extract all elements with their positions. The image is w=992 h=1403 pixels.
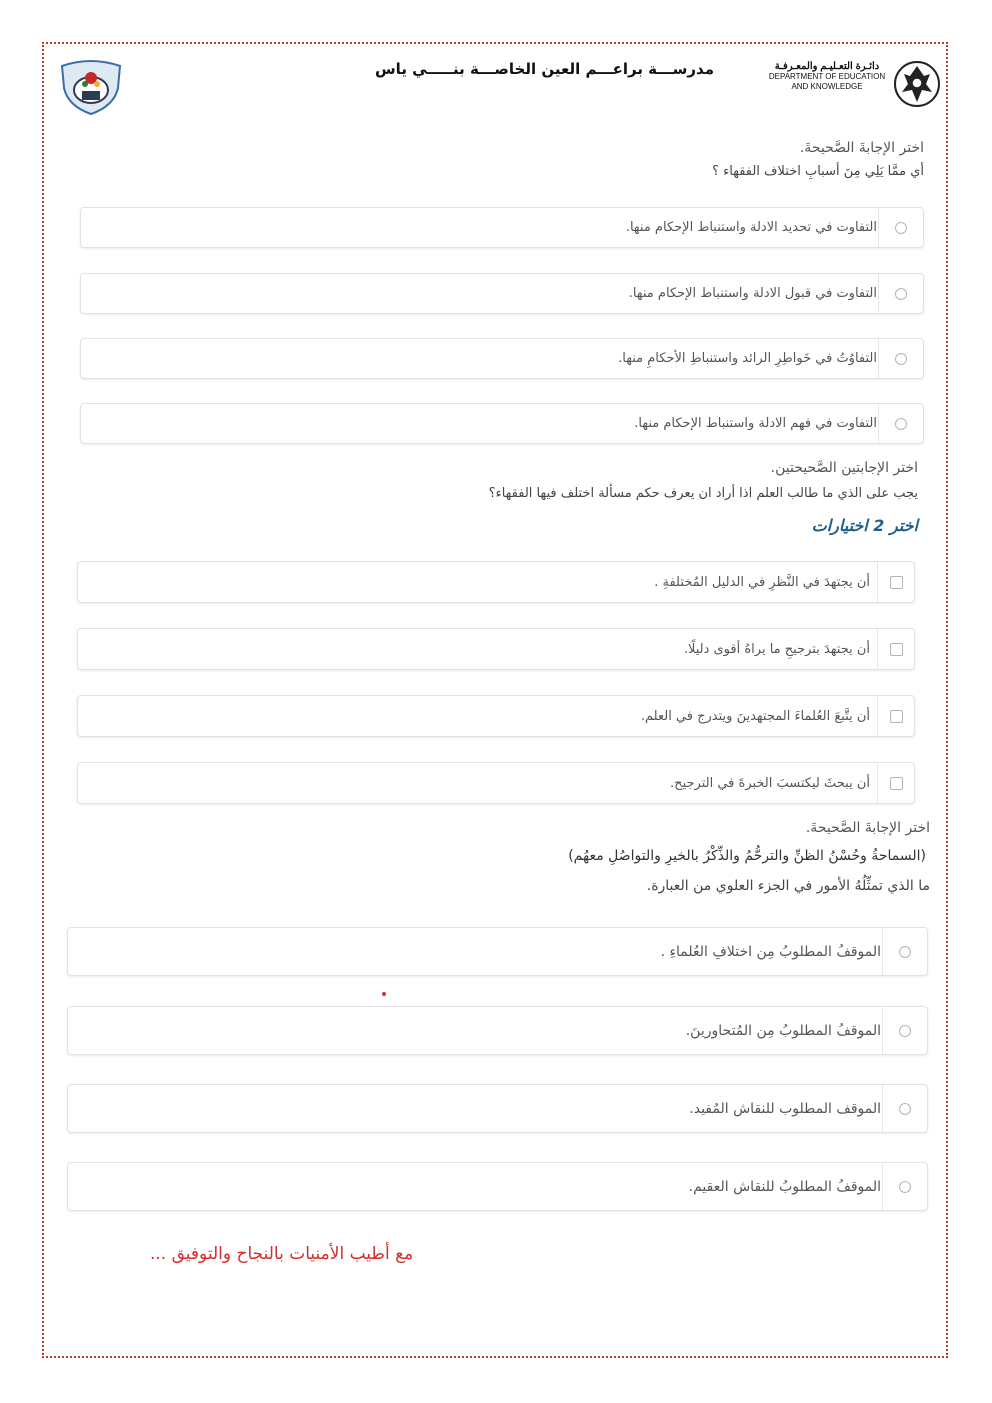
option-label: أن يبحثَ ليكتسبَ الخبرةَ في الترجيح. bbox=[670, 775, 870, 791]
q2-option-2[interactable] bbox=[77, 628, 915, 670]
option-label: أن يجتهدَ بترجيحِ ما يراهُ أقوى دليلًا. bbox=[683, 641, 870, 657]
q1-prompt: أي ممَّا يَلِي مِنَ أسبابِ اختلاف الفقهاء ؟ bbox=[712, 164, 924, 179]
option-label: الموقفُ المطلوبُ مِن المُتحاورينَ. bbox=[685, 1022, 881, 1039]
q1-instruction: اختر الإجابةَ الصَّحيحةَ. bbox=[799, 140, 924, 156]
radio-button[interactable] bbox=[895, 288, 907, 300]
dept-name-en-2: AND KNOWLEDGE bbox=[791, 82, 863, 91]
option-label: أن يجتهدَ في النَّظرِ في الدليل المُختلفةِ . bbox=[654, 574, 870, 590]
closing-message: مع أطيب الأمنيات بالنجاح والتوفيق ... bbox=[150, 1244, 414, 1264]
q3-quote: (السماحةُ وحُسْنُ الظنِّ والترحُّمُ والذِّكْرُ بالخيرِ والتواصُلِ معهُم) bbox=[568, 848, 926, 864]
q2-prompt: يجب على الذي ما طالب العلم اذا أراد ان يعرف حكم مسألة اختلف فيها الفقهاء؟ bbox=[488, 486, 918, 501]
q2-instruction: اختر الإجابتين الصَّحيحتين. bbox=[770, 460, 918, 476]
q3-option-3[interactable] bbox=[67, 1084, 928, 1133]
radio-button[interactable] bbox=[895, 222, 907, 234]
q3-option-1[interactable] bbox=[67, 927, 928, 976]
radio-button[interactable] bbox=[899, 1103, 911, 1115]
option-label: الموقف المطلوب للنقاش المُفيد. bbox=[689, 1100, 881, 1117]
option-label: التفاوُتُ في خَواطِرِ الرائد واستنباطِ الأحكامِ منها. bbox=[618, 351, 877, 366]
school-name: مدرســـة براعـــم العين الخاصـــة بنـــــي ياس bbox=[374, 60, 714, 78]
q1-option-4[interactable] bbox=[80, 403, 924, 444]
q1-option-1[interactable] bbox=[80, 207, 924, 248]
q2-option-3[interactable] bbox=[77, 695, 915, 737]
radio-button[interactable] bbox=[899, 1181, 911, 1193]
checkbox[interactable] bbox=[890, 710, 903, 723]
radio-button[interactable] bbox=[899, 1025, 911, 1037]
q3-option-4[interactable] bbox=[67, 1162, 928, 1211]
dept-emblem-icon bbox=[890, 56, 944, 112]
checkbox[interactable] bbox=[890, 777, 903, 790]
option-label: أن يتَّبعَ العُلماءَ المجتهدينَ ويتدرج في العلم. bbox=[640, 708, 870, 724]
option-label: التفاوت في قبول الادلة واستنباط الإحكام منها. bbox=[628, 286, 877, 301]
radio-button[interactable] bbox=[899, 946, 911, 958]
radio-button[interactable] bbox=[895, 418, 907, 430]
checkbox[interactable] bbox=[890, 643, 903, 656]
option-label: الموقفُ المطلوبُ مِن اختلافِ العُلماءِ . bbox=[660, 943, 881, 960]
q1-option-2[interactable] bbox=[80, 273, 924, 314]
q3-instruction: اختر الإجابةَ الصَّحيحةَ. bbox=[805, 820, 930, 836]
q2-option-4[interactable] bbox=[77, 762, 915, 804]
option-label: الموقفُ المطلوبُ للنقاش العقيم. bbox=[688, 1178, 881, 1195]
dept-name bbox=[764, 62, 890, 92]
option-label: التفاوت في فهم الادلة واستنباط الإحكام منها. bbox=[634, 416, 877, 431]
q1-option-3[interactable] bbox=[80, 338, 924, 379]
radio-button[interactable] bbox=[895, 353, 907, 365]
option-label: التفاوت في تحديد الادلة واستنباط الإحكام منها. bbox=[625, 220, 877, 235]
checkbox[interactable] bbox=[890, 576, 903, 589]
school-logo bbox=[58, 58, 124, 116]
q2-choose-count: اختر 2 اختيارات bbox=[811, 516, 918, 535]
red-dot bbox=[382, 992, 386, 996]
dept-name-ar: دائـرة التعـليـم والمعـرفـة bbox=[774, 61, 880, 72]
q3-option-2[interactable] bbox=[67, 1006, 928, 1055]
q2-option-1[interactable] bbox=[77, 561, 915, 603]
dept-name-en-1: DEPARTMENT OF EDUCATION bbox=[768, 72, 886, 81]
q3-prompt: ما الذي تمثِّلُهُ الأمور في الجزء العلوي من العبارة. bbox=[646, 878, 930, 894]
